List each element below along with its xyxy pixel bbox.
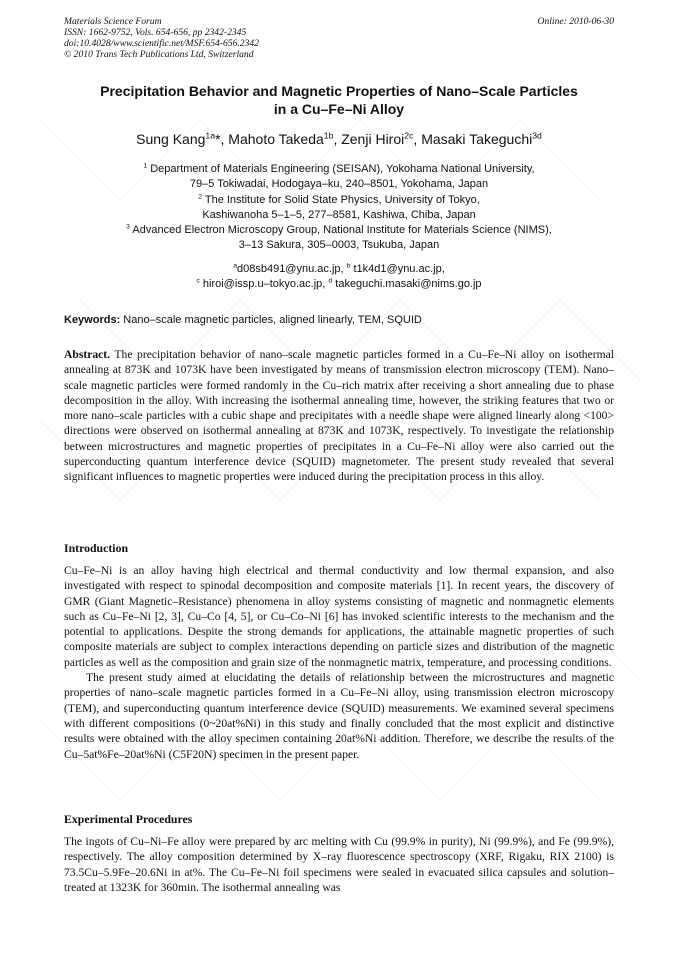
- author-affiliation-marker: 3d: [532, 130, 542, 141]
- affiliation-text: Advanced Electron Microscopy Group, National Institute for Materials Science (NIMS),: [129, 224, 552, 237]
- affiliation-marker: 2: [198, 192, 202, 200]
- affiliation-marker: 1: [143, 162, 148, 170]
- affiliation-3: [64, 223, 614, 238]
- keywords: [64, 313, 614, 328]
- affiliation-3-address: 3–13 Sakura, 305–0003, Tsukuba, Japan: [238, 239, 440, 252]
- email-list: [64, 262, 614, 293]
- affiliation-2-address: Kashiwanoha 5–1–5, 277–8581, Kashiwa, Chiba, Japan: [202, 208, 476, 221]
- author-list: [64, 130, 614, 148]
- author-name: Zenji Hiroi: [341, 131, 405, 147]
- abstract: [64, 347, 614, 485]
- journal-header: [64, 16, 614, 60]
- email-address-d[interactable]: takeguchi.masaki@nims.go.jp: [335, 278, 482, 291]
- abstract-text: The precipitation behavior of nano–scale magnetic particles formed in a Cu–Fe–Ni alloy on isothermal annealing at 873K and 1073K have been investigated by means of transmission electron microscopy (TEM). Nano–scale magnetic particles were formed randomly in the Cu–rich matrix after receiving a short annealing due to phase decomposition in the alloy. With increasing the isothermal annealing time, however, the striking features that two or more nano–scale particles with a cubic shape and precipitates with a needle shape were aligned linearly along <100> directions were observed on isothermal annealing at 873K and 1073K, respectively. To investigate the relationship between microstructures and magnetic properties of precipitates in a Cu–Fe–Ni alloy were also carried out the superconducting quantum interference device (SQUID) magnetometer. The present study revealed that several significant influences to magnetic properties were induced during the precipitation process in this alloy.: [64, 348, 614, 484]
- email-address-a[interactable]: d08sb491@ynu.ac.jp: [236, 263, 341, 275]
- introduction-heading: Introduction: [64, 541, 129, 555]
- author-name: Masaki Takeguchi: [421, 131, 533, 147]
- email-marker: a: [233, 262, 237, 270]
- affiliation-text: Department of Materials Engineering (SEISAN), Yokohama National University,: [147, 163, 535, 175]
- affiliation-text: The Institute for Solid State Physics, University of Tokyo,: [202, 193, 480, 206]
- affiliation-list: [64, 162, 614, 254]
- email-marker: c: [196, 277, 200, 285]
- journal-copyright: © 2010 Trans Tech Publications Ltd, Switzerland: [64, 49, 254, 60]
- journal-name: Materials Science Forum: [64, 16, 162, 27]
- email-marker: b: [346, 262, 351, 270]
- author-separator: *,: [215, 131, 229, 147]
- experimental-heading: Experimental Procedures: [64, 812, 193, 826]
- introduction-body: [64, 563, 614, 762]
- email-address-c[interactable]: hiroi@issp.u–tokyo.ac.jp: [202, 278, 323, 291]
- email-marker: d: [328, 277, 333, 285]
- affiliation-1-address: 79–5 Tokiwadai, Hodogaya–ku, 240–8501, Yokohama, Japan: [189, 178, 489, 191]
- keywords-label: Keywords:: [64, 314, 121, 326]
- experimental-body: [64, 834, 614, 895]
- email-address-b[interactable]: t1k4d1@ynu.ac.jp: [353, 263, 442, 275]
- author-name: Mahoto Takeda: [228, 131, 324, 147]
- affiliation-marker: 3: [126, 223, 130, 231]
- author-affiliation-marker: 1a: [205, 130, 216, 141]
- journal-issn: ISSN: 1662-9752, Vols. 654-656, pp 2342-2345: [64, 27, 247, 38]
- author-affiliation-marker: 2c: [404, 130, 414, 141]
- introduction-paragraph-2: The present study aimed at elucidating the details of relationship between the microstructures and magnetic properties of nano–scale magnetic particles formed in a Cu–Fe–Ni alloy, using transmission electron microscopy (TEM), and superconducting quantum interference device (SQUID) measurements. We examined several specimens with different compositions (0~20at%Ni) in this study and finally concluded that the most explicit and distinctive results were obtained with the alloy specimen containing 20at%Ni addition. Therefore, we describe the results of the Cu–5at%Fe–20at%Ni (C5F20N) specimen in the present paper.: [64, 671, 614, 761]
- author-affiliation-marker: 1b: [323, 130, 334, 141]
- affiliation-1: [64, 162, 614, 177]
- introduction-paragraph-1: Cu–Fe–Ni is an alloy having high electrical and thermal conductivity and low thermal expansion, and also investigated with respect to spinodal decomposition and composite materials [1]. In recent years, the discovery of GMR (Giant Magnetic–Resistance) phenomena in alloy systems consisting of magnetic and nonmagnetic elements such as Cu–Fe–Ni [2, 3], Cu–Co [4, 5], or Cu–Co–Ni [6] has invoked scientific interests to the mechanism and the potential to applications. Despite the strong demands for applications, the attainable magnetic properties of such composite materials are subject to complex interactions depending on particle sizes and distribution of the magnetic particles as well as the composition and grain size of the nonmagnetic matrix, temperature, and processing conditions.: [64, 564, 614, 669]
- abstract-label: Abstract.: [64, 348, 111, 361]
- email-line-1: $^a$d08sb491@ynu.ac.jp, $^b$ t1k4d1@ynu.ac.jp,: [233, 262, 445, 275]
- author-separator: ,: [413, 131, 422, 147]
- paper-title-line-1: Precipitation Behavior and Magnetic Properties of Nano–Scale Particles: [100, 83, 578, 99]
- experimental-paragraph-1: The ingots of Cu–Ni–Fe alloy were prepared by arc melting with Cu (99.9% in purity), Ni (99.9%), and Fe (99.9%), respectively. The alloy composition determined by X–ray fluorescence spectroscopy (XRF, Rigaku, RIX 2100) is 73.5Cu–5.9Fe–20.6Ni in at%. The Cu–Fe–Ni foil specimens were sealed in evacuated silica capsules and solution–treated at 1323K for 360min. The isothermal annealing was: [64, 835, 614, 894]
- author-separator: ,: [333, 131, 342, 147]
- affiliation-2: [64, 193, 614, 208]
- paper-title-line-2: in a Cu–Fe–Ni Alloy: [273, 101, 405, 117]
- paper-title: [64, 82, 614, 118]
- email-line-2: $^c$ hiroi@issp.u–tokyo.ac.jp, $^d$ takeguchi.masaki@nims.go.jp: [196, 277, 482, 291]
- keywords-text: Nano–scale magnetic particles, aligned linearly, TEM, SQUID: [120, 314, 422, 326]
- journal-doi[interactable]: doi:10.4028/www.scientific.net/MSF.654-656.2342: [64, 38, 259, 49]
- author-name: Sung Kang: [136, 131, 206, 147]
- online-date: Online: 2010-06-30: [537, 16, 614, 27]
